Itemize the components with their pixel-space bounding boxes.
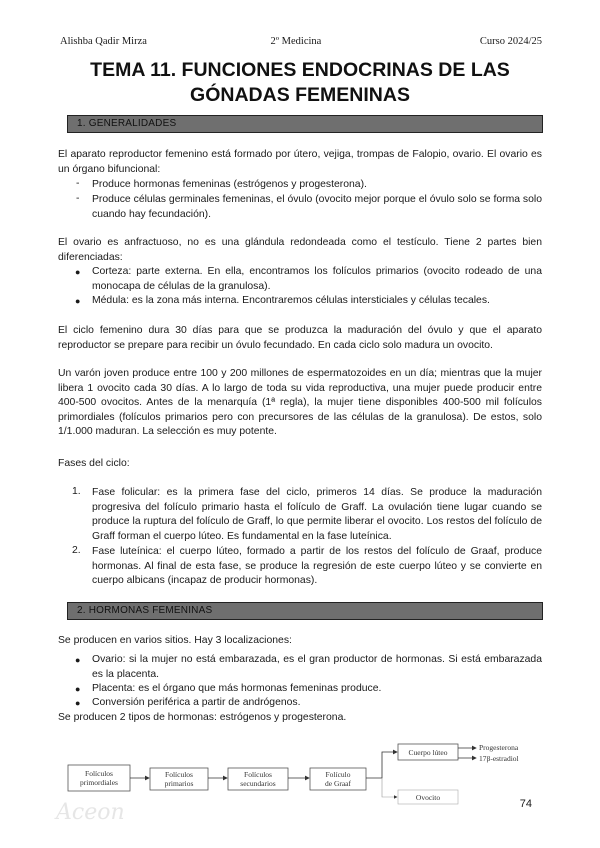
box-label: Folículos (165, 770, 193, 779)
course-name: 2º Medicina (270, 36, 322, 47)
list-item: Conversión periférica a partir de andrógenos. (92, 697, 301, 708)
paragraph-intro: El aparato reproductor femenino está formado por útero, vejiga, trompas de Falopio, ovario. El ovario es un órgano bifuncional: (58, 149, 542, 175)
box-label: de Graaf (324, 779, 352, 788)
page-header (60, 36, 542, 50)
phases-label: Fases del ciclo: (58, 458, 130, 469)
box-label: secundarios (240, 779, 276, 788)
box-label: Cuerpo lúteo (408, 748, 448, 757)
dash-marker: - (76, 193, 80, 204)
box-label: Folículos (244, 770, 272, 779)
output-label: Progesterona (479, 743, 519, 752)
page-number: 74 (519, 798, 532, 810)
bullet-marker: ● (75, 655, 81, 665)
bullet-marker: ● (75, 698, 81, 708)
paragraph-tipos: Se producen 2 tipos de hormonas: estrógenos y progesterona. (58, 712, 347, 723)
output-label: 17β-estradiol (479, 754, 519, 763)
list-item: Ovario: si la mujer no está embarazada, es el gran productor de hormonas. Si está embarazada es la placenta. (92, 654, 542, 680)
box-label: primordiales (80, 778, 118, 787)
dash-marker: - (76, 178, 80, 189)
section-heading-generalidades (67, 115, 543, 133)
bullet-marker: ● (75, 684, 81, 694)
bullet-marker: ● (75, 267, 81, 277)
list-number: 1. (72, 486, 81, 497)
list-item: Corteza: parte externa. En ella, encontramos los folículos primarios (ovocito rodeado de una monocapa de células de la granulosa). (92, 266, 542, 292)
paragraph-ovario: El ovario es anfractuoso, no es una glándula redondeada como el testículo. Tiene 2 partes bien diferenciadas: (58, 237, 542, 263)
section-heading-label: 1. GENERALIDADES (77, 118, 177, 129)
list-item: Produce células germinales femeninas, el óvulo (ovocito mejor porque el óvulo solo se forma solo cuando hay fecundación). (92, 194, 542, 220)
list-item: Produce hormonas femeninas (estrógenos y progesterona). (92, 179, 367, 190)
list-item: Médula: es la zona más interna. Encontraremos células intersticiales y células tecales. (92, 295, 490, 306)
arrow (382, 778, 397, 797)
arrow (366, 752, 397, 778)
section-heading-hormonas (67, 602, 543, 620)
section-heading-label: 2. HORMONAS FEMENINAS (77, 605, 213, 616)
academic-year: Curso 2024/25 (479, 36, 542, 47)
list-item: Placenta: es el órgano que más hormonas femeninas produce. (92, 683, 382, 694)
watermark-logo: Aceon (56, 800, 125, 825)
box-label: Folículos (85, 769, 113, 778)
author-name: Alishba Qadir Mirza (60, 36, 147, 47)
title-line-2: GÓNADAS FEMENINAS (190, 84, 410, 106)
list-item: Fase folicular: es la primera fase del ciclo, primeros 14 días. Se produce la maduración progresiva del folículo primario hasta el folículo de Graff. La ovulación tiene lugar cuando se produce la ruptura del folículo de Graff, lo que permite liberar el ovocito. Los restos del folículo de Graff forman el cuerpo lúteo. Es fundamental en la fase luteínica. (92, 487, 542, 542)
follicle-maturation-diagram (60, 730, 550, 810)
list-item: Fase luteínica: el cuerpo lúteo, formado a partir de los restos del folículo de Graaf, produce hormonas. Al final de esta fase, se produce la regresión de este cuerpo lúteo y se convierte en cuerpo albicans (incapaz de producir hormonas). (92, 546, 542, 587)
box-label: Ovocito (415, 793, 441, 802)
paragraph-varon: Un varón joven produce entre 100 y 200 millones de espermatozoides en un día; mientras que la mujer libera 1 ovocito cada 30 días. A lo largo de toda su vida reproductiva, una mujer puede producir entre 400-500 ovocitos. Antes de la menarquía (1ª regla), la mujer tiene disponibles 400-500 mil folículos primordiales (folículos primarios pero con precursores de las células de la granulosa). De estos, solo 1/1.000 maduran. La selección es muy potente. (58, 368, 542, 438)
page-title (40, 58, 560, 108)
paragraph-ciclo: El ciclo femenino dura 30 días para que se produzca la maduración del óvulo y que el aparato reproductor se prepare para recibir un óvulo fecundado. En cada ciclo solo madura un ovocito. (58, 325, 542, 351)
box-label: Folículo (325, 770, 351, 779)
bullet-marker: ● (75, 296, 81, 306)
paragraph-localizaciones: Se producen en varios sitios. Hay 3 localizaciones: (58, 635, 292, 646)
list-number: 2. (72, 545, 81, 556)
title-line-1: TEMA 11. FUNCIONES ENDOCRINAS DE LAS (90, 59, 510, 81)
box-label: primarios (164, 779, 194, 788)
